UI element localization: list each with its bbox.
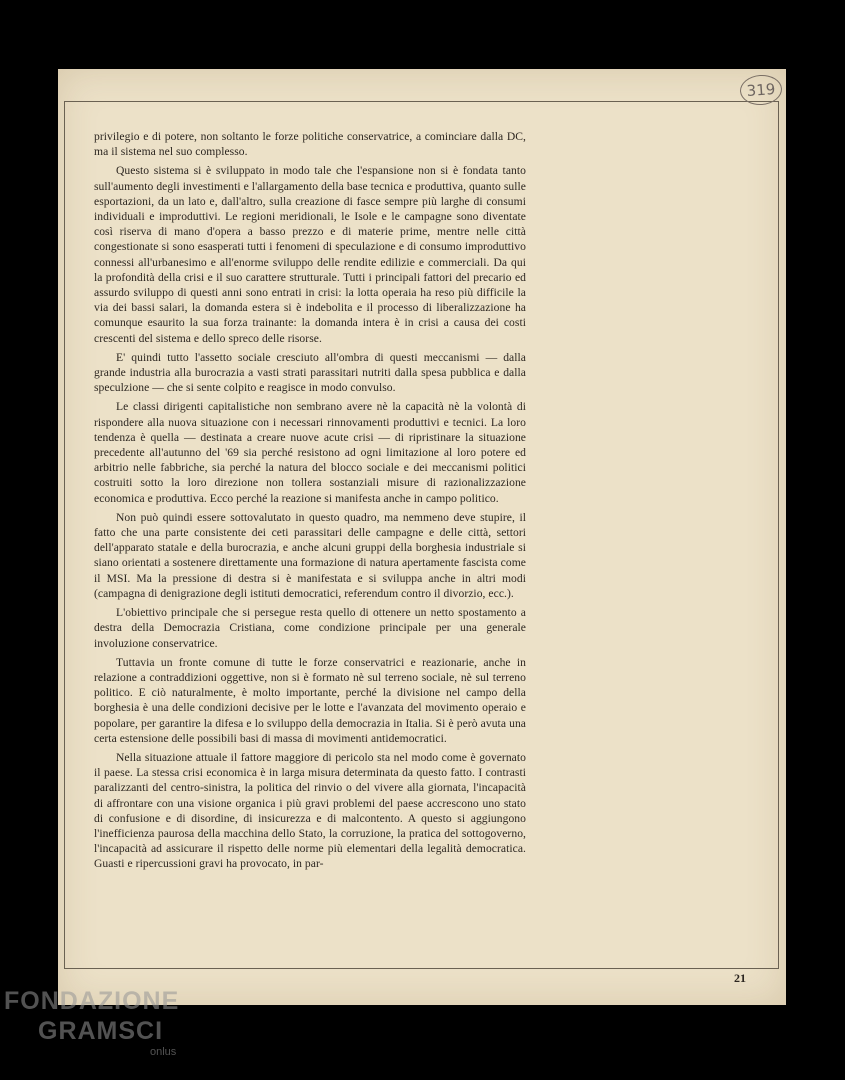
paragraph-1: privilegio e di potere, non soltanto le forze politiche conservatrice, a cominciare dalla DC, ma il sistema nel suo complesso.	[94, 130, 526, 159]
paragraph-2: Questo sistema si è sviluppato in modo tale che l'espansione non si è fondata tanto sull'aumento degli investimenti e l'allargamento della base tecnica e produttiva, quanto sulle esportazioni, da un lato e, dall'altro, sulla creazione di fasce sempre più larghe di consumi individuali e improduttivi. Le regioni meridionali, le Isole e le campagne sono diventate così riserva di mano d'opera a basso prezzo e di materie prime, mentre nelle città congestionate si sono esasperati tutti i fenomeni di speculazione e di consumo improduttivo connessi all'urbanesimo e all'enorme sviluppo delle rendite edilizie e commerciali. Da qui la profondità della crisi e il suo carattere strutturale. Tutti i principali fattori del precario ed assurdo sviluppo di questi anni sono entrati in crisi: la lotta operaia ha reso più difficile la via dei bassi salari, la domanda estera si è indebolita e il processo di liberalizzazione ha comunque esaurito la sua forza trainante: la domanda intera è in crisi a causa dei costi crescenti del sistema e dello spreco delle risorse.	[94, 164, 526, 345]
page-number: 21	[734, 971, 746, 985]
watermark-line-1: FONDAZIONE	[4, 987, 180, 1015]
paragraph-3: E' quindi tutto l'assetto sociale cresciuto all'ombra di questi meccanismi — dalla grande industria alla burocrazia a vasti strati parassitari nutriti dalla spesa pubblica e dalla speculzione — che si sente colpito e reagisce in modo convulso.	[94, 350, 526, 395]
body-text	[94, 129, 526, 876]
paragraph-7: Tuttavia un fronte comune di tutte le forze conservatrici e reazionarie, anche in relazione a contraddizioni oggettive, non si è formato nè sul terreno sociale, nè sul terreno politico. E ciò naturalmente, è molto importante, perché la divisione nel campo della borghesia è una delle condizioni decisive per le lotte e l'avanzata del movimento operaio e popolare, per garantire la difesa e lo sviluppo della democrazia in Italia. Si è però avuta una certa estensione delle possibili basi di massa di movimenti antidemocratici.	[94, 655, 526, 745]
document-page	[58, 69, 786, 1005]
watermark-logo	[4, 986, 179, 1058]
paragraph-8: Nella situazione attuale il fattore maggiore di pericolo sta nel modo come è governato il paese. La stessa crisi economica è in larga misura determinata da questo fatto. I contrasti paralizzanti del centro-sinistra, la politica del rinvio o del vivere alla giornata, l'incapacità di affrontare con una visione organica i più gravi problemi del paese accrescono uno stato di confusione e di disordine, di insicurezza e di malcontento. A questo si aggiungono l'inefficienza paurosa della macchina dello Stato, la corruzione, la pratica del sottogoverno, l'incapacità ad assicurare il rispetto delle norme più elementari della legalità democratica. Guasti e ripercussioni gravi ha provocato, in par-	[94, 750, 526, 871]
archive-stamp: 319	[739, 74, 783, 107]
paragraph-4: Le classi dirigenti capitalistiche non sembrano avere nè la capacità nè la volontà di rispondere alla nuova situazione con i necessari rinnovamenti produttivi e tecnici. La loro tendenza è quella — destinata a creare nuove acute crisi — di ripristinare la situazione precedente all'autunno del '69 sia perché resistono ad ogni limitazione al loro potere ed arbitrio nelle fabbriche, sia perché la natura del blocco sociale e dei meccanismi politici costruiti sotto la loro direzione non tollera sostanziali misure di razionalizzazione economica e produttiva. Ecco perché la reazione si manifesta anche in campo politico.	[94, 400, 526, 505]
watermark-line-2: GRAMSCI	[38, 1017, 164, 1045]
watermark-line-3: onlus	[150, 1046, 177, 1058]
paragraph-5: Non può quindi essere sottovalutato in questo quadro, ma nemmeno deve stupire, il fatto che una parte consistente dei ceti parassitari delle campagne e delle città, settori dell'apparato statale e della burocrazia, e anche alcuni gruppi della borghesia industriale si siano orientati a sostenere direttamente una formazione di natura apertamente fascista come il MSI. Ma la pressione di destra si è manifestata e si sviluppa anche in altri modi (campagna di denigrazione degli istituti democratici, referendum contro il divorzio, ecc.).	[94, 510, 526, 600]
paragraph-6: L'obiettivo principale che si persegue resta quello di ottenere un netto spostamento a destra della Democrazia Cristiana, come condizione principale per una generale involuzione conservatrice.	[94, 606, 526, 650]
